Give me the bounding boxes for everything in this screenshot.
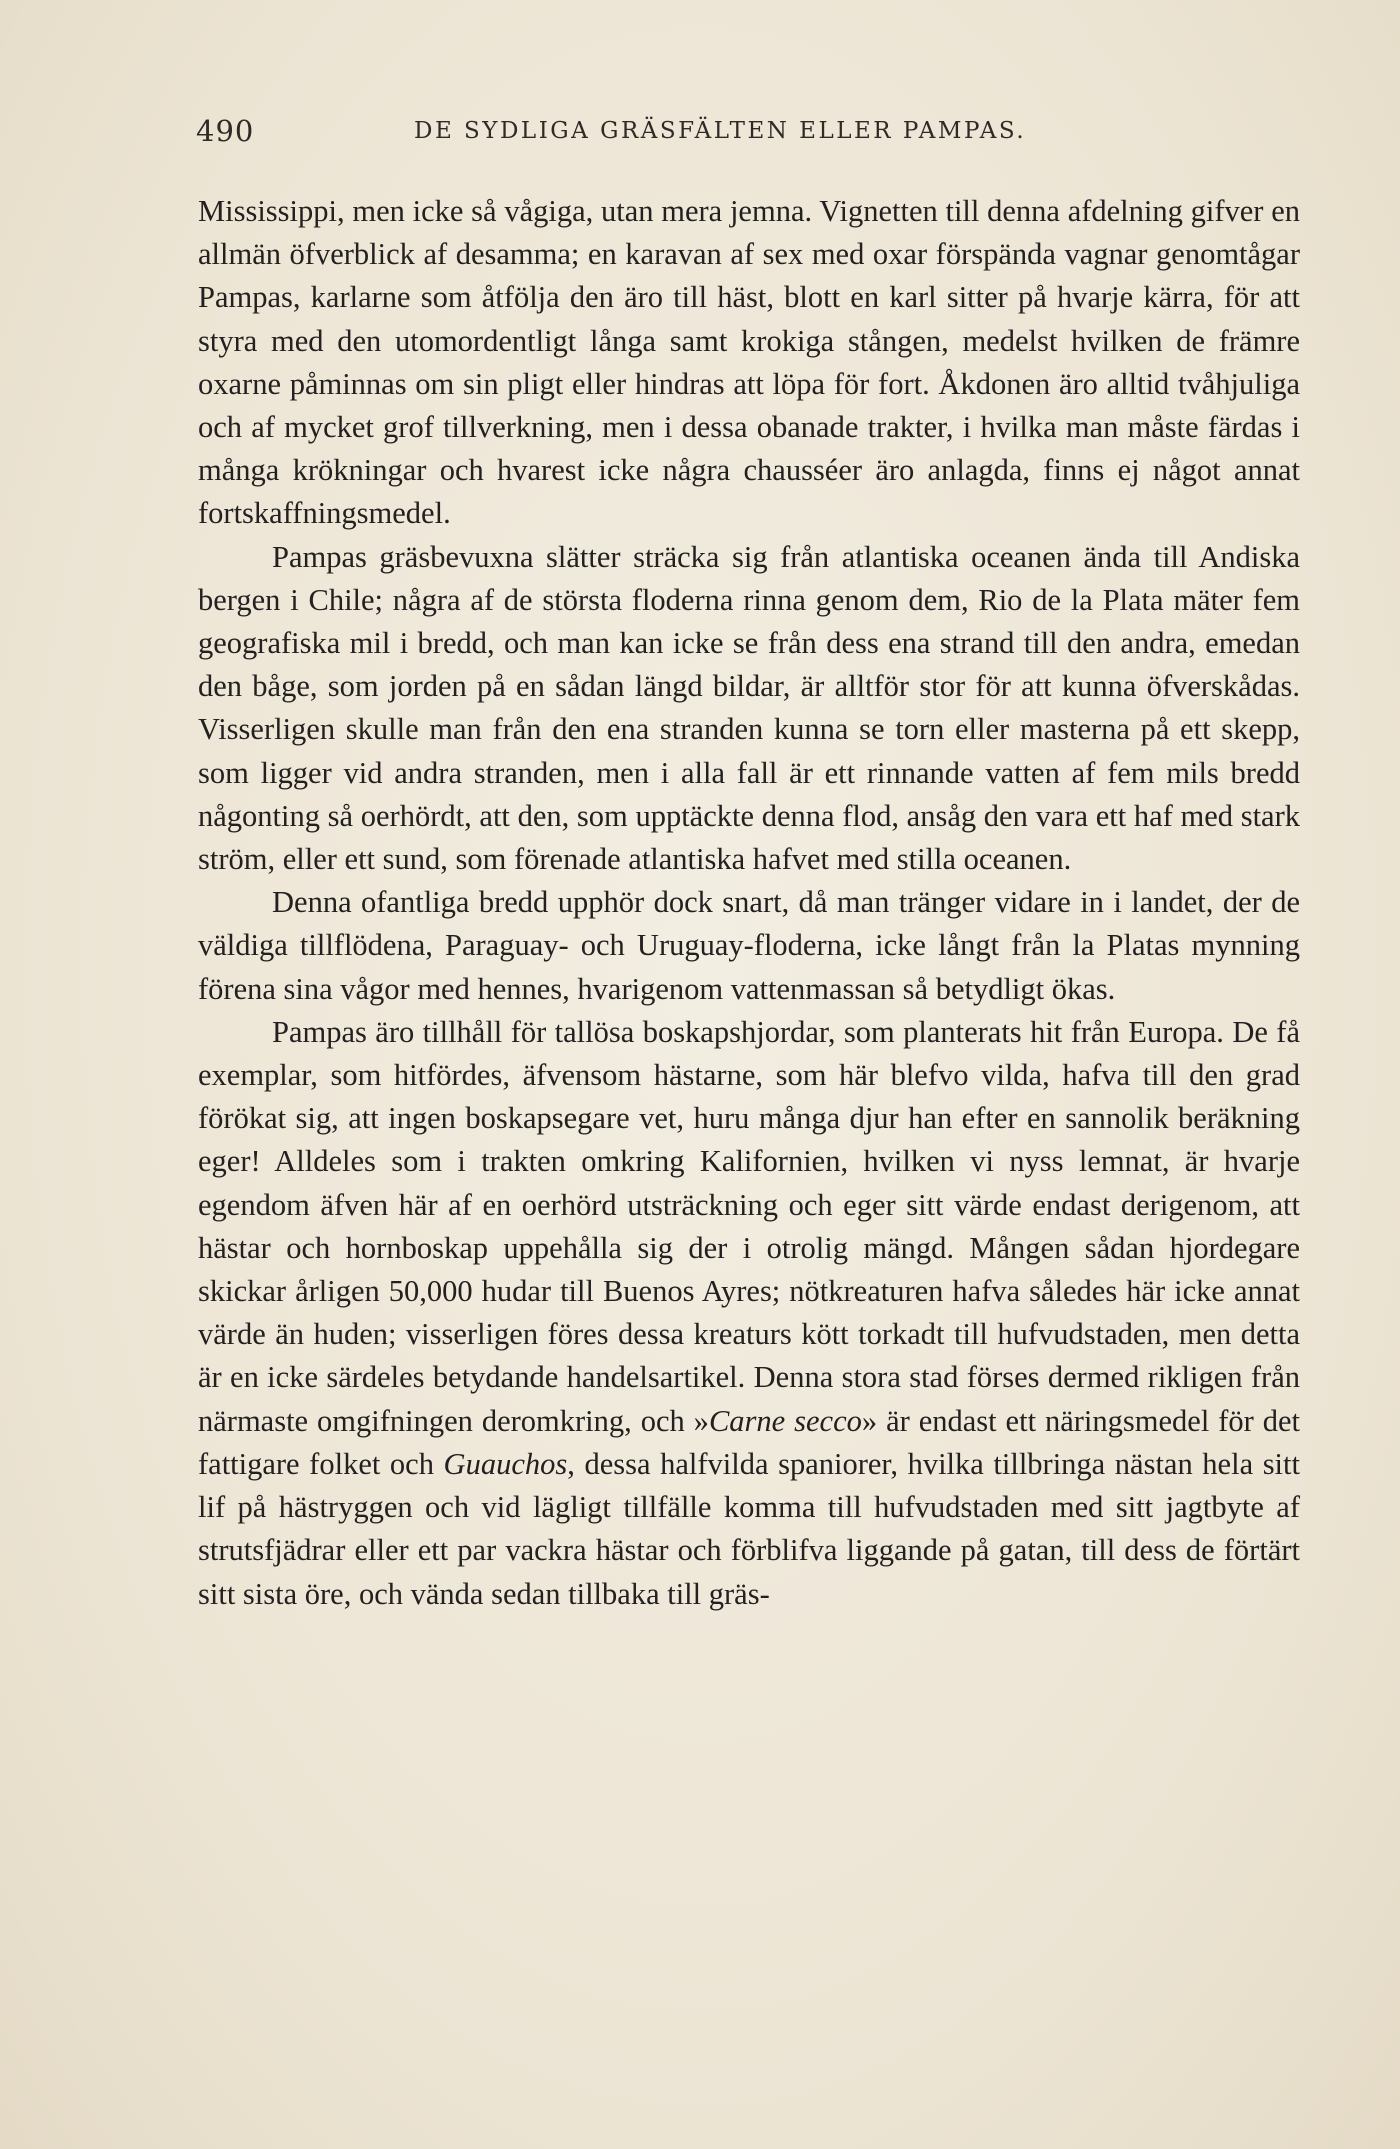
page-number: 490 [196,114,255,148]
paragraph-2: Pampas gräsbevuxna slätter sträcka sig från atlantiska oceanen ända till Andiska bergen i Chile; några af de största floderna rinna genom dem, Rio de la Plata mäter fem geografiska mil i bredd, och man kan icke se från dess ena strand till den andra, emedan den båge, som jorden på en sådan längd bildar, är alltför stor för att kunna öfverskådas. Visserligen skulle man från den ena stranden kunna se torn eller masterna på ett skepp, som ligger vid andra stranden, men i alla fall är ett rinnande vatten af fem mils bredd någonting så oerhördt, att den, som upptäckte denna flod, ansåg den vara ett haf med stark ström, eller ett sund, som förenade atlantiska hafvet med stilla oceanen. [198,539,1300,877]
paragraph-1: Mississippi, men icke så vågiga, utan mera jemna. Vignetten till denna afdelning gifver en allmän öfverblick af desamma; en karavan af sex med oxar förspända vagnar genomtågar Pampas, karlarne som åtfölja den äro till häst, blott en karl sitter på hvarje kärra, för att styra med den utomordentligt långa samt krokiga stången, medelst hvilken de främre oxarne påminnas om sin pligt eller hindras att löpa för fort. Åkdonen äro alltid tvåhjuliga och af mycket grof tillverkning, men i dessa obanade trakter, i hvilka man måste färdas i många krökningar och hvarest icke några chausséer äro anlagda, finns ej något annat fortskaffningsmedel. [198,194,1300,531]
paragraph-4-text-after: , dessa halfvilda spaniorer, hvilka tillbringa nästan hela sitt lif på hästryggen och vid lägligt tillfälle komma till hufvudstaden med sitt jagtbyte af strutsfjädrar eller ett par vackra hästar och förblifva liggande på gatan, till dess de förtärt sitt sista öre, och vända sedan tillbaka till gräs- [198,1446,1300,1611]
italic-guauchos: Guauchos [443,1446,568,1481]
paragraph-3: Denna ofantliga bredd upphör dock snart, då man tränger vidare in i landet, der de väldiga tillflödena, Paraguay- och Uruguay-floderna, icke långt från la Platas mynning förena sina vågor med hennes, hvarigenom vattenmassan så betydligt ökas. [198,885,1300,1006]
paragraph-4 [198,1011,1300,1616]
paragraph-4-text-middle: » är endast ett näringsmedel för det fattigare folket och [198,1403,1301,1481]
body-text [198,190,1300,1616]
paragraph-4-text-before: Pampas äro tillhåll för tallösa boskapshjordar, som planterats hit från Europa. De få exemplar, som hitfördes, äfvensom hästarne, som här blefvo vilda, hafva till den grad förökat sig, att ingen boskapsegare vet, huru många djur han efter en sannolik beräkning eger! Alldeles som i trakten omkring Kalifornien, hvilken vi nyss lemnat, är hvarje egendom äfven här af en oerhörd utsträckning och eger sitt värde endast derigenom, att hästar och hornboskap uppehålla sig der i otrolig mängd. Mången sådan hjordegare skickar årligen 50,000 hudar till Buenos Ayres; nötkreaturen hafva således här icke annat värde än huden; visserligen föres dessa kreaturs kött torkadt till hufvudstaden, men detta är en icke särdeles betydande handelsartikel. Denna stora stad förses dermed rikligen från närmaste omgifningen deromkring, och » [198,1014,1300,1438]
page-header [196,114,1300,158]
running-head: DE SYDLIGA GRÄSFÄLTEN ELLER PAMPAS. [414,118,1027,144]
italic-carne-secco: Carne secco [708,1403,862,1438]
